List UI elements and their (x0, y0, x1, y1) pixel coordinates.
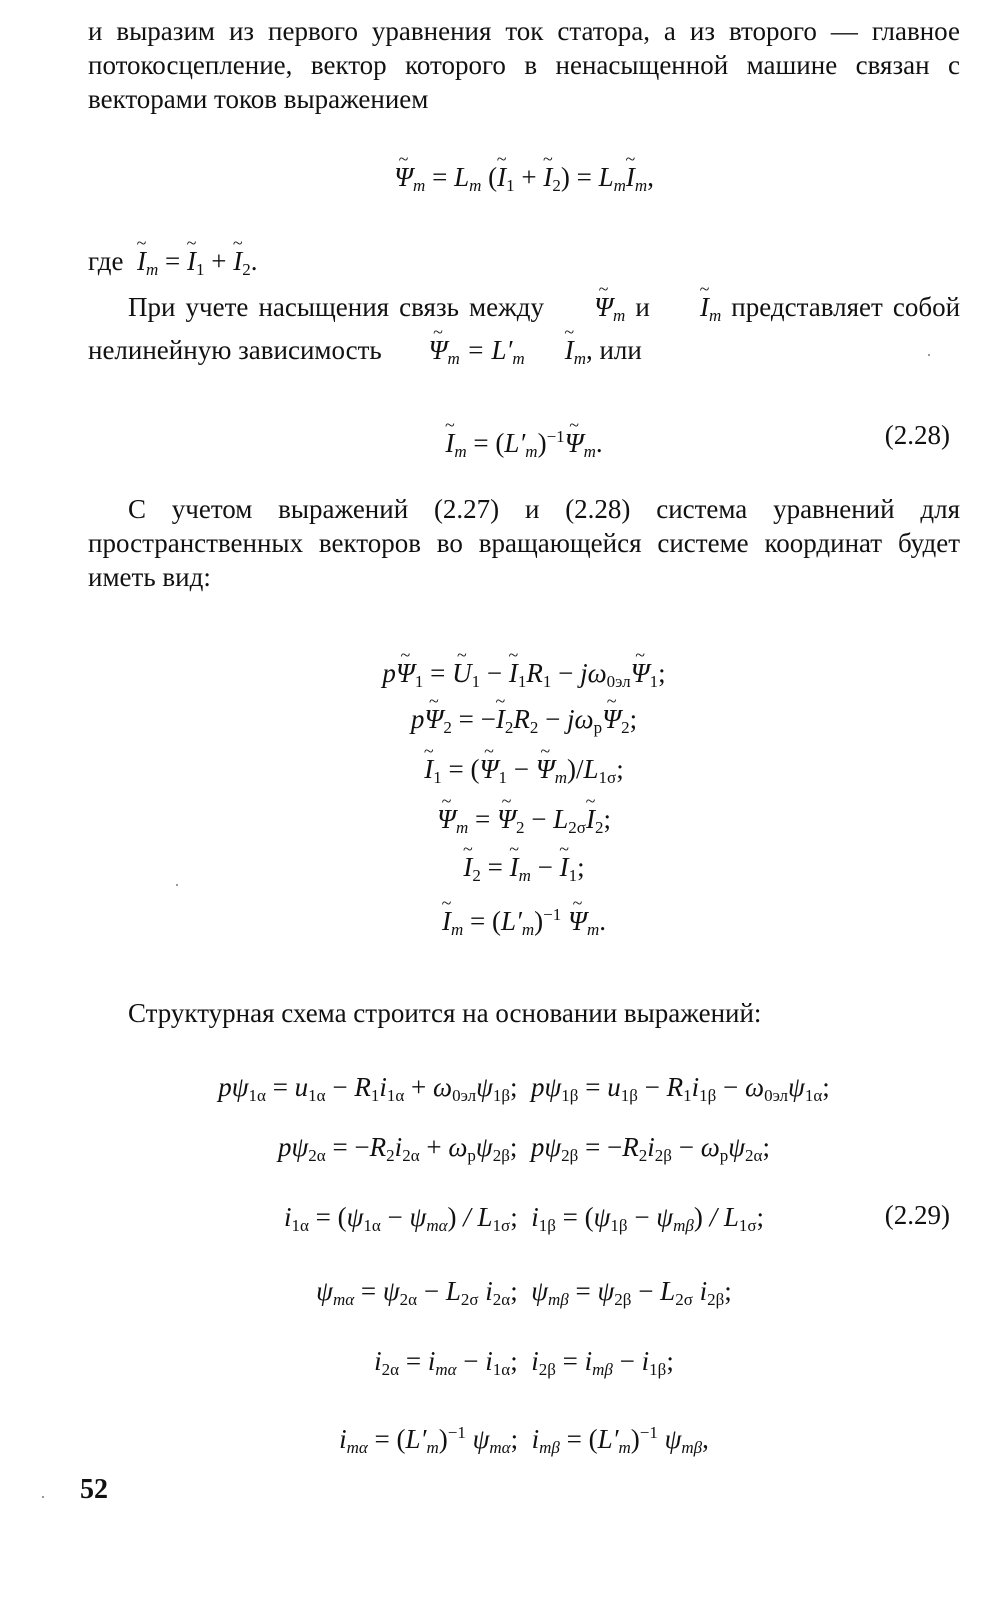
scan-speck (42, 1496, 44, 1498)
paragraph-intro: и выразим из первого уравнения ток статора, а из второго — главное потокосцепление, вектор которого в ненасыщенной машине связан с векторами токов выражением (88, 16, 960, 114)
equation-2-28: ~ $I_m$ = $(L'_m)^{-1}\sim$ $\Psi_m$. (88, 420, 960, 469)
page-number: 52 (80, 1474, 108, 1505)
where-word: где (88, 246, 124, 276)
p2-mid: представляет собой нелинейную зависимость (88, 292, 961, 365)
equation-number-2-28: (2.28) (884, 420, 950, 450)
definition-line: где ~ $I_m$ = ~ $I_1$ + ~ $I_2$. (88, 244, 960, 287)
system-eq-1: p~ $\Psi_1$ = ~ $U_1$ − ~ $I_1R_1$ − $j\omega_{0эл}\sim$ $\Psi_1$; (88, 656, 960, 699)
paragraph-system: С учетом выражений (2.27) и (2.28) система уравнений для пространственных векторов во вращающейся системе координат будет иметь вид: (88, 494, 960, 592)
system-eq-3: ~ $I_1$ = (~ $\Psi_1$ − ~ $\Psi_m)/L_{1\sigma}$; (88, 752, 960, 795)
system-eq-2: p~ $\Psi_2$ = −~ $I_2R_2$ − $j\omega_р\sim$ $\Psi_2$; (88, 702, 960, 745)
component-eq-6: $i_{m\alpha} = (L'_m)^{-1}$ $\psi_{m\alpha}$; $i_{m\beta} = (L'_m)^{-1}$ $\psi_{m\beta}$, (339, 1423, 709, 1457)
scan-speck (928, 354, 930, 356)
equation-number-2-29: (2.29) (884, 1200, 950, 1230)
p2-start: При учете насыщения связь между (128, 292, 544, 322)
p2-or: или (599, 335, 642, 365)
system-eq-4: ~ $\Psi_m$ = ~ $\Psi_2$ − $L_{2\sigma}\sim$ $I_2$; (88, 802, 960, 845)
paragraph-structure: Структурная схема строится на основании выражений: (128, 998, 762, 1028)
component-eq-3: $i_{1\alpha} = (\psi_{1\alpha} - \psi_{m\alpha}) / L_{1\sigma}$; $i_{1\beta} = (\psi_{1\beta} - \psi_{m\beta}) / L_{1\sigma}$; (283, 1202, 765, 1235)
p2-and: и (635, 292, 650, 322)
component-eq-4: $\psi_{m\alpha} = \psi_{2\alpha} - L_{2\sigma}$ $i_{2\alpha}$; $\psi_{m\beta} = \psi_{2\beta} - L_{2\sigma}$ $i_{2\beta}$; (316, 1276, 732, 1309)
component-eq-5: $i_{2\alpha} = i_{m\alpha} - i_{1\alpha}$; $i_{2\beta} = i_{m\beta} - i_{1\beta}$; (374, 1346, 674, 1379)
equation-flux-linkage: ~ $\Psi_m = L_m$ (~ $I_1$ + ~ $I_2$) = $L_m\sim$ $I_m$, (88, 160, 960, 203)
system-eq-5: ~ $I_2$ = ~ $I_m$ − ~ $I_1$; (88, 850, 960, 893)
component-eq-1: $p\psi_{1\alpha} = u_{1\alpha} - R_1i_{1\alpha} + \omega_{0эл}\psi_{1\beta}$; $p\psi_{1\beta} = u_{1\beta} - R_1i_{1\beta} - \omega_{0эл}\psi_{1\alpha}$; (218, 1072, 830, 1105)
component-eq-2: $p\psi_{2\alpha} = -R_2i_{2\alpha} + \omega_р\psi_{2\beta}$; $p\psi_{2\beta} = -R_2i_{2\beta} - \omega_р\psi_{2\alpha}$; (278, 1132, 770, 1165)
paragraph-saturation: При учете насыщения связь между ~ $\Psi_m$ и ~ $I_m$ представляет собой нелинейную зависимость ~ $\Psi_m$ = $L'_m\sim$ $I_m$, или (88, 290, 960, 376)
scan-speck (176, 884, 178, 886)
system-eq-6: ~ $I_m = (L'_m)^{-1}$ ~ $\Psi_m$. (88, 898, 960, 947)
